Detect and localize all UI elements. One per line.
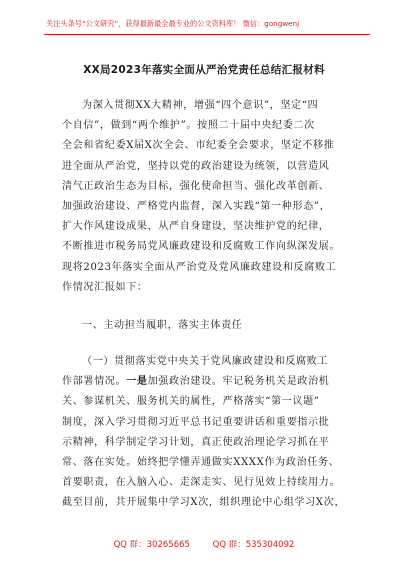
text-line: 扩大作风建设成果，从严自身建设，坚决维护党的纪律， (62, 221, 330, 233)
text-line: 作情况汇报如下： (62, 281, 148, 293)
subsection-paragraph (62, 352, 358, 514)
text-line: 制度，深入学习贯彻习近平总书记重要讲话和重要指示批 (62, 416, 330, 428)
text-line-with-lead (62, 372, 358, 392)
intro-paragraph (62, 96, 358, 298)
text-line: 首要职责，在入脑入心、走深走实、见行见效上持续用力。 (62, 477, 341, 489)
text-line: 常、落在实处。始终把学懂弄通做实XXXX作为政治任务、 (62, 456, 340, 468)
text-line: 截至目前，共开展集中学习X次，组织理论中心组学习X次， (62, 497, 346, 509)
text-line: 为深入贯彻XX大精神，增强“四个意识”，坚定“四 (82, 100, 319, 111)
header-banner: 关注头条号“公文研究”，获得最新最全最专业的公文资料库！ 微信：gongwenj (46, 19, 300, 28)
text-fragment: 作部署情况。 (62, 376, 127, 388)
text-fragment: 加强政治建设。牢记税务机关是政治机 (147, 376, 330, 388)
text-line: （一）贯彻落实党中央关于党风廉政建设和反腐败工 (82, 356, 329, 367)
text-line: 不断推进市税务局党风廉政建设和反腐败工作向纵深发展。 (62, 241, 341, 253)
text-line: 加强政治建设、严格党内监督，深入实践“第一种形态”， (62, 200, 331, 212)
text-line: 关、参谋机关、服务机关的属性，严格落实“第一议题” (62, 396, 320, 408)
footer-contacts (0, 538, 408, 550)
text-line: 全会和省纪委X届X次全会、市纪委全会要求，坚定不移推 (62, 140, 335, 152)
footer-qq-group-2: QQ 群：535304092 (212, 540, 295, 550)
header-divider (44, 34, 370, 35)
section-heading-text: 一、主动担当履职，落实主体责任 (82, 320, 243, 331)
bold-lead-text: 一是 (126, 376, 148, 388)
text-line: 示精神，科学制定学习计划，真正使政治理论学习抓在平 (62, 436, 330, 448)
text-line: 现将2023年落实全面从严治党及党风廉政建设和反腐败工 (62, 261, 337, 273)
section-heading (62, 316, 358, 336)
footer-qq-group-1: QQ 群：30265665 (113, 540, 190, 550)
document-title: XX局2023年落实全面从严治党责任总结汇报材料 (83, 64, 325, 76)
text-line: 个自信”，做到“两个维护”。按照二十届中央纪委二次 (62, 120, 315, 132)
text-line: 进全面从严治党，坚持以党的政治建设为统领，以营造风 (62, 160, 330, 172)
text-line: 清气正政治生态为目标，强化使命担当、强化改革创新、 (62, 180, 330, 192)
